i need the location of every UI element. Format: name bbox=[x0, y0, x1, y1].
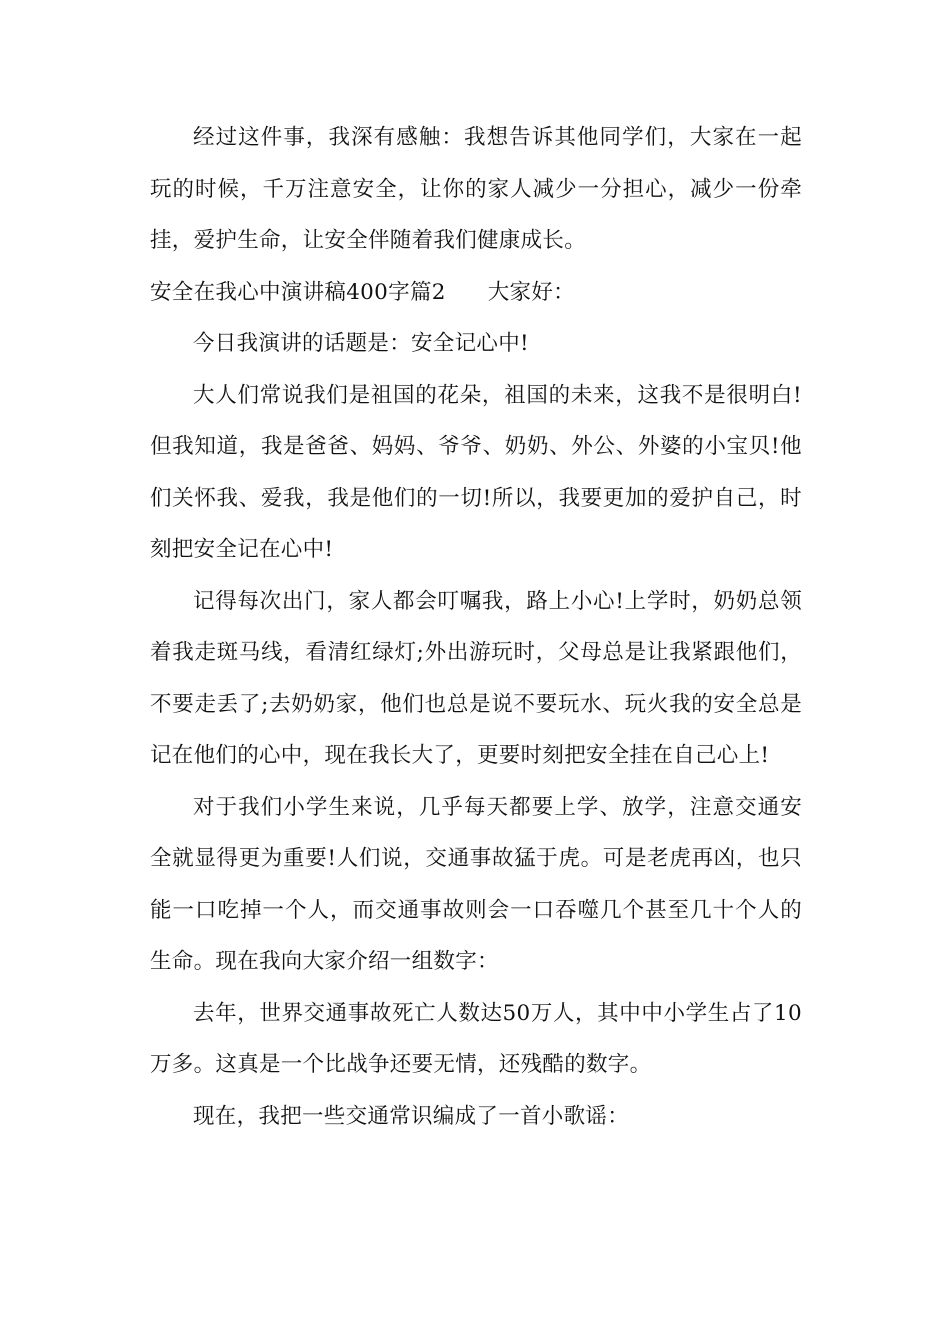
paragraph-family: 大人们常说我们是祖国的花朵，祖国的未来，这我不是很明白!但我知道，我是爸爸、妈妈、爷爷、奶奶、外公、外婆的小宝贝!他们关怀我、爱我，我是他们的一切!所以，我要更加的爱护自己，时刻把安全记在心中! bbox=[150, 382, 802, 562]
paragraph-traffic: 对于我们小学生来说，几乎每天都要上学、放学，注意交通安全就显得更为重要!人们说，交通事故猛于虎。可是老虎再凶，也只能一口吃掉一个人，而交通事故则会一口吞噬几个甚至几十个人的生命。现在我向大家介绍一组数字： bbox=[150, 794, 802, 974]
paragraph-memories: 记得每次出门，家人都会叮嘱我，路上小心!上学时，奶奶总领着我走斑马线，看清红绿灯;外出游玩时，父母总是让我紧跟他们，不要走丢了;去奶奶家，他们也总是说不要玩水、玩火我的安全总是记在他们的心中，现在我长大了，更要时刻把安全挂在自己心上! bbox=[150, 588, 802, 768]
paragraph-intro: 经过这件事，我深有感触：我想告诉其他同学们，大家在一起玩的时候，千万注意安全，让你的家人减少一分担心，减少一份牵挂，爱护生命，让安全伴随着我们健康成长。 bbox=[150, 125, 802, 253]
paragraph-song-intro: 现在，我把一些交通常识编成了一首小歌谣： bbox=[193, 1103, 630, 1129]
greeting: 大家好： bbox=[487, 279, 575, 305]
section-title: 安全在我心中演讲稿400字篇2 bbox=[150, 279, 446, 305]
section-heading bbox=[150, 267, 802, 319]
document-page bbox=[150, 112, 802, 1142]
paragraph-topic: 今日我演讲的话题是：安全记心中! bbox=[193, 331, 529, 356]
paragraph-statistics: 去年，世界交通事故死亡人数达50万人，其中中小学生占了10万多。这真是一个比战争还要无情，还残酷的数字。 bbox=[150, 1000, 802, 1077]
